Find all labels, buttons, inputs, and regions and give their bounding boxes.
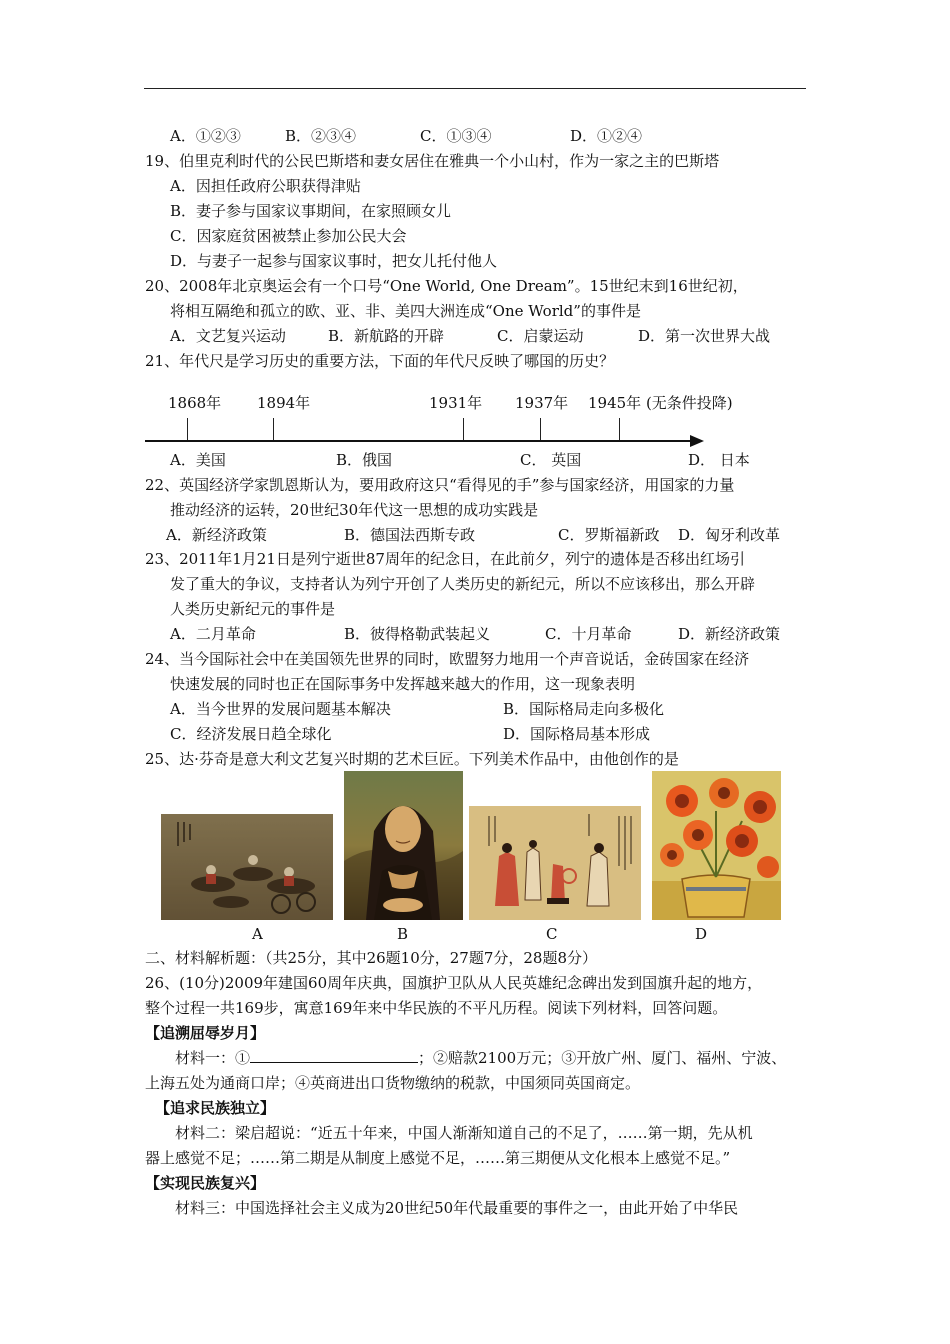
q22-option-b: B．德国法西斯专政 — [344, 526, 476, 544]
painting-a-label: A — [252, 925, 263, 943]
timeline-tick — [540, 418, 541, 440]
q20-option-c: C．启蒙运动 — [497, 327, 584, 345]
q18-option-b: B．②③④ — [285, 127, 357, 145]
heading-independence: 【追求民族独立】 — [155, 1099, 276, 1117]
heading-revival: 【实现民族复兴】 — [145, 1174, 266, 1192]
q18-option-c: C．①③④ — [420, 127, 492, 145]
material-1-line-1 — [175, 1048, 786, 1068]
material-1-suffix: ；②赔款2100万元；③开放广州、厦门、福州、宁波、 — [418, 1049, 787, 1067]
q21-stem: 21、年代尺是学习历史的重要方法，下面的年代尺反映了哪国的历史？ — [145, 352, 615, 370]
material-2-line-1: 材料二：梁启超说：“近五十年来，中国人渐渐知道自己的不足了，……第一期，先从机 — [175, 1124, 753, 1142]
painting-c-image — [469, 806, 641, 920]
q19-option-c: C．因家庭贫困被禁止参加公民大会 — [170, 227, 407, 245]
q21-option-a: A．美国 — [170, 451, 226, 469]
timeline-label-1894: 1894年 — [257, 394, 311, 412]
q19-option-b: B．妻子参与国家议事期间，在家照顾女儿 — [170, 202, 452, 220]
timeline-label-1945: 1945年 (无条件投降) — [588, 394, 733, 412]
timeline-label-1931: 1931年 — [429, 394, 483, 412]
painting-d-label: D — [695, 925, 708, 943]
q21-option-c: C． 英国 — [520, 451, 582, 469]
q24-option-d: D．国际格局基本形成 — [503, 725, 651, 743]
timeline-tick — [187, 418, 188, 440]
q23-option-d: D．新经济政策 — [678, 625, 781, 643]
q24-stem-2: 快速发展的同时也正在国际事务中发挥越来越大的作用，这一现象表明 — [170, 675, 636, 693]
q22-option-d: D．匈牙利改革 — [678, 526, 781, 544]
q20-option-a: A．文艺复兴运动 — [170, 327, 286, 345]
material-3-line-1: 材料三：中国选择社会主义成为20世纪50年代最重要的事件之一，由此开始了中华民 — [175, 1199, 739, 1217]
q23-option-a: A．二月革命 — [170, 625, 256, 643]
q20-stem-2: 将相互隔绝和孤立的欧、亚、非、美四大洲连成“One World”的事件是 — [170, 302, 641, 320]
header-rule — [144, 88, 806, 89]
q24-option-a: A．当今世界的发展问题基本解决 — [170, 700, 391, 718]
q20-option-d: D．第一次世界大战 — [638, 327, 771, 345]
heading-humiliation: 【追溯屈辱岁月】 — [145, 1024, 266, 1042]
q23-stem-2: 发了重大的争议，支持者认为列宁开创了人类历史的新纪元，所以不应该移出，那么开辟 — [170, 575, 756, 593]
painting-d-image — [652, 771, 781, 920]
timeline-tick — [463, 418, 464, 440]
q19-option-a: A．因担任政府公职获得津贴 — [170, 177, 361, 195]
material-2-line-2: 器上感觉不足；……第二期是从制度上感觉不足，……第三期便从文化根本上感觉不足。” — [145, 1149, 731, 1167]
q26-stem-1: 26、(10分)2009年建国60周年庆典，国旗护卫队从人民英雄纪念碑出发到国旗升起的地方， — [145, 974, 763, 992]
timeline-tick — [273, 418, 274, 440]
q25-stem: 25、达·芬奇是意大利文艺复兴时期的艺术巨匠。下列美术作品中，由他创作的是 — [145, 750, 679, 768]
q26-stem-2: 整个过程一共169步，寓意169年来中华民族的不平凡历程。阅读下列材料，回答问题。 — [145, 999, 728, 1017]
timeline-axis — [145, 440, 693, 442]
painting-b-image — [344, 771, 463, 920]
q22-stem-1: 22、英国经济学家凯恩斯认为，要用政府这只“看得见的手”参与国家经济，用国家的力量 — [145, 476, 735, 494]
material-1-line-2: 上海五处为通商口岸；④英商进出口货物缴纳的税款，中国须同英国商定。 — [145, 1074, 641, 1092]
painting-c-label: C — [546, 925, 558, 943]
q24-stem-1: 24、当今国际社会中在美国领先世界的同时，欧盟努力地用一个声音说话，金砖国家在经济 — [145, 650, 750, 668]
q24-option-c: C．经济发展日趋全球化 — [170, 725, 332, 743]
timeline-tick — [619, 418, 620, 440]
q23-stem-3: 人类历史新纪元的事件是 — [170, 600, 336, 618]
timeline-label-1937: 1937年 — [515, 394, 569, 412]
q18-option-a: A．①②③ — [170, 127, 241, 145]
material-1-prefix: 材料一：① — [175, 1049, 251, 1067]
timeline-label-1868: 1868年 — [168, 394, 222, 412]
q22-stem-2: 推动经济的运转，20世纪30年代这一思想的成功实践是 — [170, 501, 539, 519]
q23-option-b: B．彼得格勒武装起义 — [344, 625, 491, 643]
timeline-arrow-icon — [690, 435, 704, 447]
q19-option-d: D．与妻子一起参与国家议事时，把女儿托付他人 — [170, 252, 498, 270]
painting-a-image — [161, 814, 333, 920]
q20-stem-1: 20、2008年北京奥运会有一个口号“One World, One Dream”。15世纪末到16世纪初， — [145, 277, 748, 295]
q23-stem-1: 23、2011年1月21日是列宁逝世87周年的纪念日，在此前夕，列宁的遗体是否移出红场引 — [145, 550, 745, 568]
q21-option-b: B．俄国 — [336, 451, 393, 469]
answer-blank[interactable] — [250, 1048, 418, 1063]
q20-option-b: B．新航路的开辟 — [328, 327, 445, 345]
q19-stem: 19、伯里克利时代的公民巴斯塔和妻女居住在雅典一个小山村，作为一家之主的巴斯塔 — [145, 152, 720, 170]
q18-option-d: D．①②④ — [570, 127, 643, 145]
q23-option-c: C．十月革命 — [545, 625, 632, 643]
q22-option-c: C．罗斯福新政 — [558, 526, 660, 544]
q22-option-a: A．新经济政策 — [166, 526, 267, 544]
q24-option-b: B．国际格局走向多极化 — [503, 700, 665, 718]
q21-option-d: D． 日本 — [688, 451, 750, 469]
section-2-title: 二、材料解析题：（共25分，其中26题10分，27题7分，28题8分） — [145, 949, 598, 967]
painting-b-label: B — [397, 925, 409, 943]
